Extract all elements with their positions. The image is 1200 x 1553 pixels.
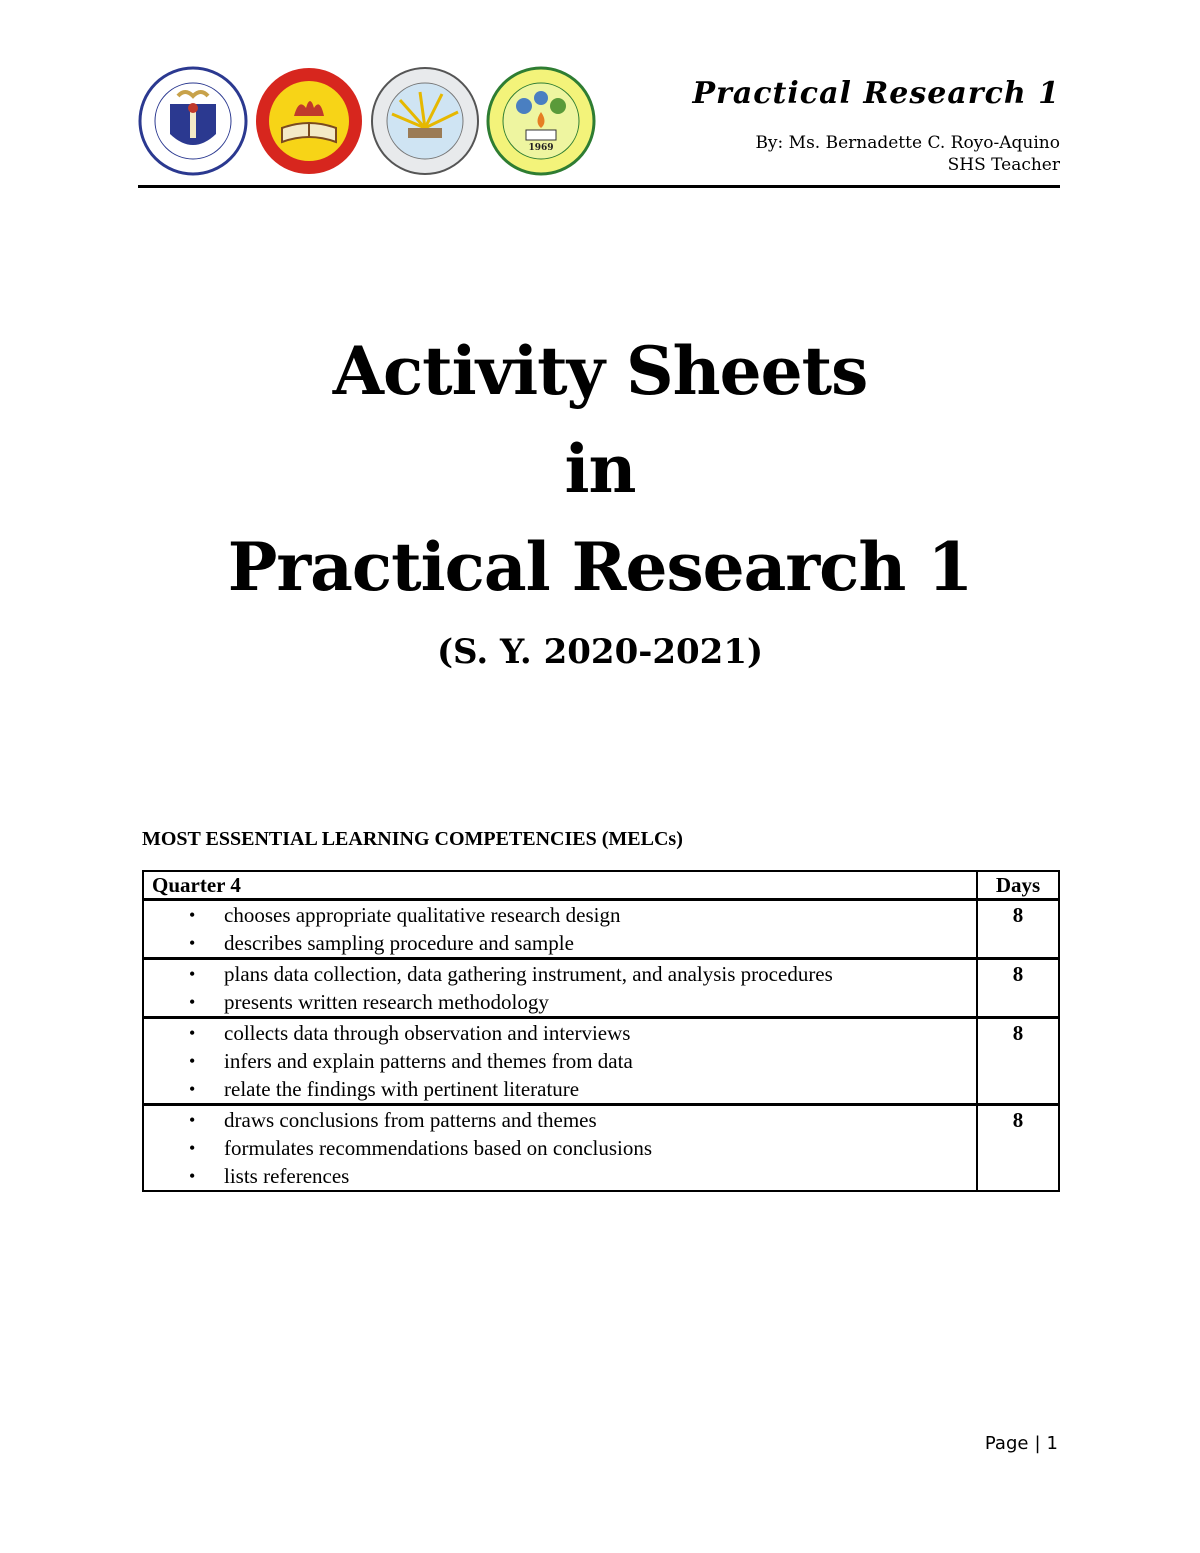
deped-seal-logo [138,66,248,176]
author-role: SHS Teacher [947,155,1060,175]
competencies-cell [143,1018,977,1105]
competency-item: • describes sampling procedure and sample [224,929,976,957]
page-separator: | [1034,1433,1041,1454]
days-column-header: Days [977,871,1059,900]
competency-item: • presents written research methodology [224,988,976,1016]
svg-text:1969: 1969 [528,143,554,153]
page-footer [985,1433,1058,1454]
page-label: Page [984,1433,1029,1454]
header-divider [138,185,1060,188]
competency-item: • lists references [224,1162,976,1190]
quarter-column-header: Quarter 4 [143,871,977,900]
table-row [143,1018,1059,1105]
competency-item: • collects data through observation and interviews [224,1019,976,1047]
melcs-table [142,870,1060,1192]
competencies-cell [143,1105,977,1192]
document-title [0,322,1200,674]
table-row [143,1105,1059,1192]
competencies-cell [143,959,977,1018]
plaridel-inhs-seal-logo [486,66,596,176]
author-name: By: Ms. Bernadette C. Royo-Aquino [755,133,1060,153]
days-cell: 8 [977,1018,1059,1105]
competency-item: • infers and explain patterns and themes from data [224,1047,976,1075]
division-of-laguna-seal-logo [370,66,480,176]
competencies-cell [143,900,977,959]
days-cell: 8 [977,1105,1059,1192]
school-year: (S. Y. 2020-2021) [436,632,764,672]
logo-row [138,66,596,176]
table-row [143,959,1059,1018]
title-line-3: Practical Research 1 [227,528,973,606]
competency-item: • plans data collection, data gathering instrument, and analysis procedures [224,960,976,988]
table-row [143,900,1059,959]
melcs-heading: MOST ESSENTIAL LEARNING COMPETENCIES (MELCs) [142,828,683,850]
page-header [138,66,1060,188]
title-line-1: Activity Sheets [332,332,868,410]
competency-item: • chooses appropriate qualitative research design [224,901,976,929]
course-title: Practical Research 1 [692,76,1060,111]
competency-item: • relate the findings with pertinent literature [224,1075,976,1103]
table-header-row [143,871,1059,900]
deped-region-iva-seal-logo [254,66,364,176]
days-cell: 8 [977,900,1059,959]
header-info [692,76,1060,176]
competency-item: • formulates recommendations based on conclusions [224,1134,976,1162]
competency-item: • draws conclusions from patterns and themes [224,1106,976,1134]
title-line-2: in [564,430,636,508]
days-cell: 8 [977,959,1059,1018]
page-number: 1 [1046,1433,1058,1454]
